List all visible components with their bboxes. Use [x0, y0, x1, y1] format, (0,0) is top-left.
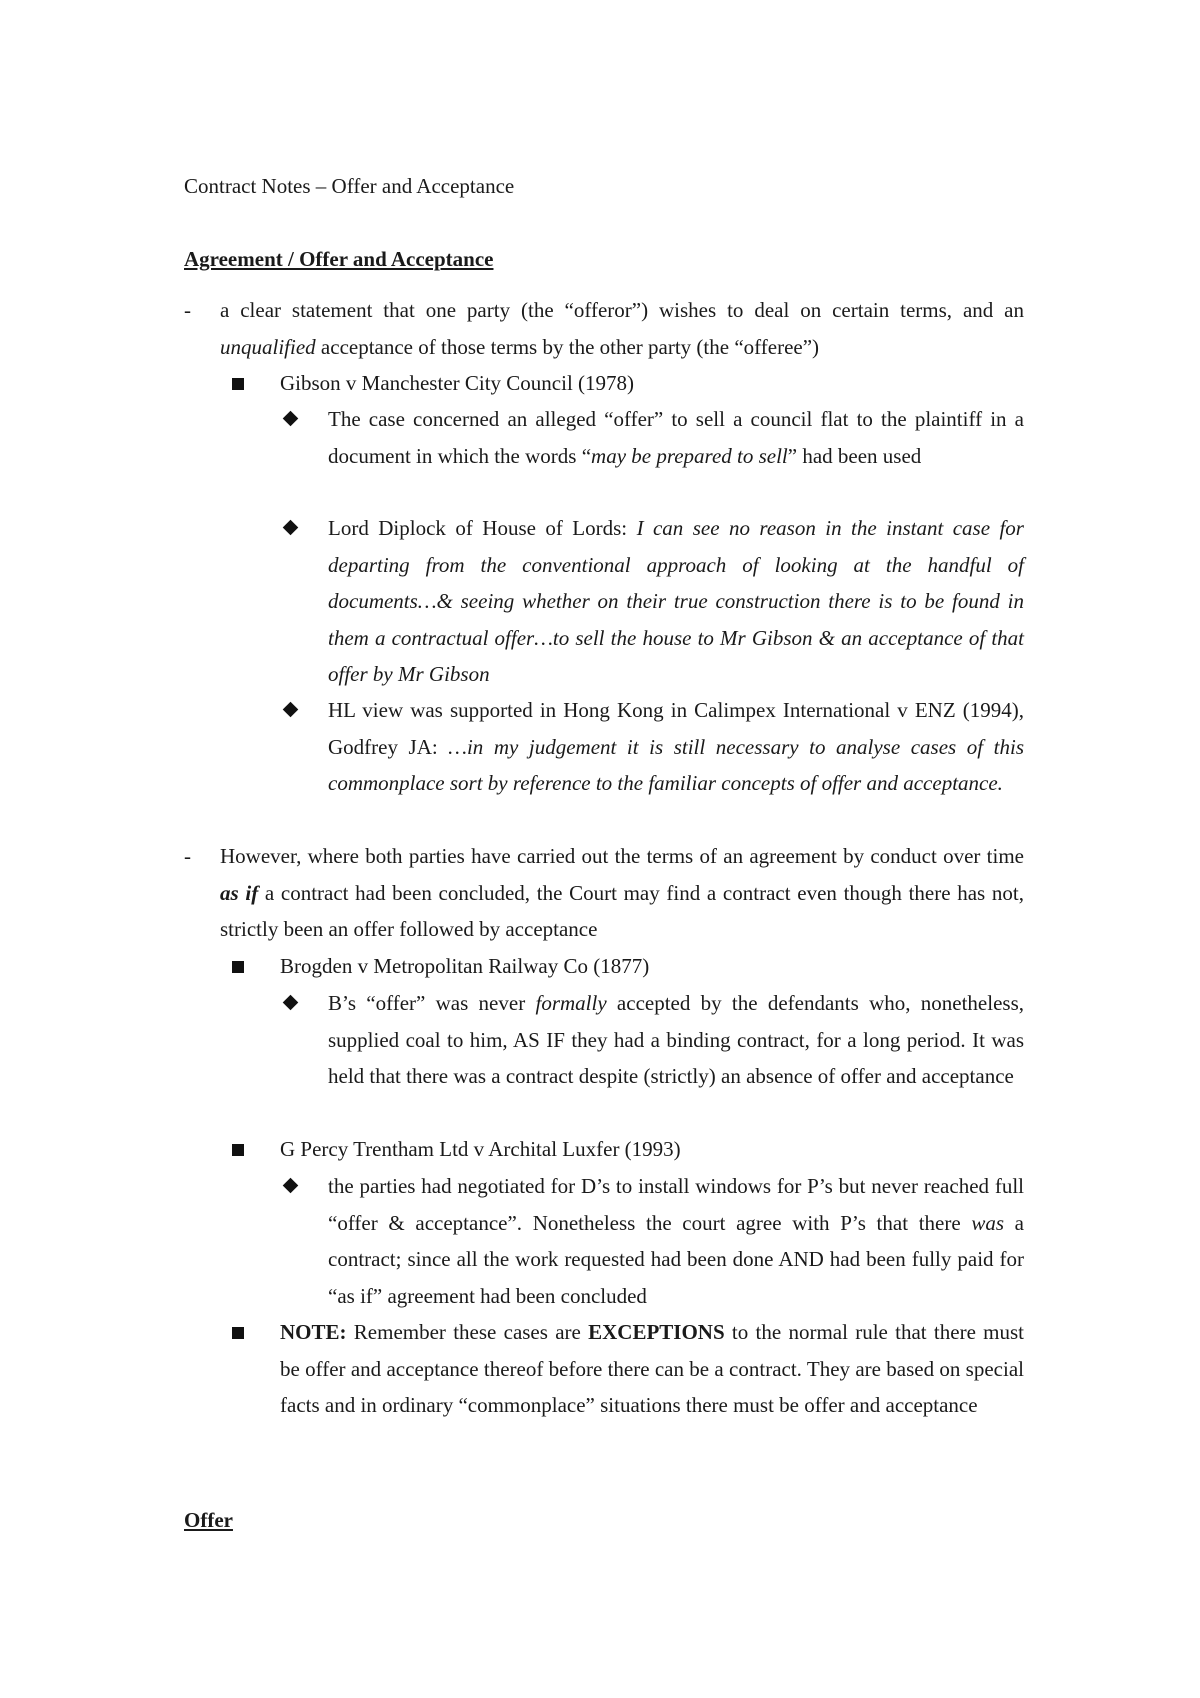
case-title: Brogden v Metropolitan Railway Co (1877) — [280, 954, 650, 978]
diamond-bullet-icon — [283, 1178, 299, 1194]
document-title: Contract Notes – Offer and Acceptance — [184, 174, 515, 198]
diamond-bullet-icon — [283, 520, 299, 536]
note-item — [230, 1314, 1024, 1424]
paragraph-conduct: However, where both parties have carried out the terms of an agreement by conduct over time as if a contract had been concluded, the Court may find a contract even though there has not, strictly been an offer followed by acceptance — [220, 844, 1024, 941]
dash-bullet: - — [184, 298, 191, 322]
case-point-trentham-1 — [282, 1168, 1024, 1314]
case-point-text: the parties had negotiated for D’s to install windows for P’s but never reached full “offer & acceptance”. Nonetheless the court agree with P’s that there was a contract; since all the work requested had been done AND had been fully paid for “as if” agreement had been concluded — [328, 1174, 1024, 1308]
diamond-bullet-icon — [283, 411, 299, 427]
case-point-gibson-1 — [282, 401, 1024, 474]
case-point-text: The case concerned an alleged “offer” to sell a council flat to the plaintiff in a document in which the words “may be prepared to sell” had been used — [328, 407, 1024, 468]
section-heading-agreement: Agreement / Offer and Acceptance — [184, 247, 494, 271]
case-point-text: HL view was supported in Hong Kong in Calimpex International v ENZ (1994), Godfrey JA: …in my judgement it is still necessary to analyse cases of this commonplace sort by reference to the familiar concepts of offer and acceptance. — [328, 698, 1024, 795]
diamond-bullet-icon — [283, 702, 299, 718]
list-item-definition — [184, 292, 1024, 365]
case-item-trentham — [230, 1131, 1024, 1168]
square-bullet-icon — [232, 1327, 244, 1339]
case-item-brogden — [230, 948, 1024, 985]
case-point-text: B’s “offer” was never formally accepted by the defendants who, nonetheless, supplied coal to him, AS IF they had a binding contract, for a long period. It was held that there was a contract despite (strictly) an absence of offer and acceptance — [328, 991, 1025, 1088]
case-point-brogden-1 — [282, 985, 1024, 1095]
case-item-gibson — [230, 365, 1024, 402]
case-title: G Percy Trentham Ltd v Archital Luxfer (1993) — [280, 1137, 681, 1161]
square-bullet-icon — [232, 378, 244, 390]
note-text: NOTE: Remember these cases are EXCEPTIONS to the normal rule that there must be offer and acceptance thereof before there can be a contract. They are based on special facts and in ordinary “commonplace” situations there must be offer and acceptance — [280, 1320, 1025, 1417]
list-item-conduct — [184, 838, 1024, 948]
case-title: Gibson v Manchester City Council (1978) — [280, 371, 635, 395]
paragraph-definition: a clear statement that one party (the “offeror”) wishes to deal on certain terms, and an unqualified acceptance of those terms by the other party (the “offeree”) — [220, 298, 1024, 359]
square-bullet-icon — [232, 961, 244, 973]
case-point-text: Lord Diplock of House of Lords: I can see no reason in the instant case for departing from the conventional approach of looking at the handful of documents…& seeing whether on their true construction there is to be found in them a contractual offer…to sell the house to Mr Gibson & an acceptance of that offer by Mr Gibson — [328, 516, 1024, 686]
dash-bullet: - — [184, 844, 191, 868]
case-point-gibson-2 — [282, 510, 1024, 693]
section-heading-offer: Offer — [184, 1508, 233, 1532]
square-bullet-icon — [232, 1144, 244, 1156]
case-point-gibson-3 — [282, 692, 1024, 802]
diamond-bullet-icon — [283, 995, 299, 1011]
